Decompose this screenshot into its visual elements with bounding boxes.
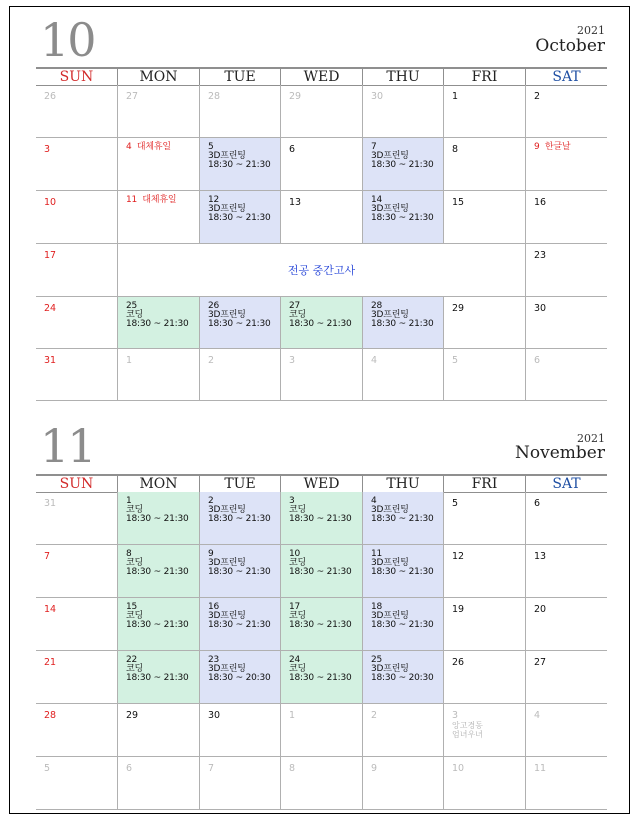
october-date-cell[interactable] [443,297,525,349]
november-day-fri: FRI [443,476,525,492]
october-day-fri: FRI [443,69,525,85]
november-date-cell[interactable] [36,651,117,704]
event-text: 9 한글날 [534,142,571,152]
november-date-cell[interactable] [199,492,280,545]
date-number: 13 [289,197,302,208]
date-number: 10 [44,197,57,208]
date-number: 7 [208,763,215,774]
date-number: 3 [289,355,296,366]
date-number: 5 [44,763,51,774]
october-date-cell[interactable] [362,297,443,349]
event-text: 2 3D프린팅 18:30 ~ 21:30 [208,496,271,524]
event-text: 3 코딩 18:30 ~ 21:30 [289,496,352,524]
date-number: 20 [534,604,547,615]
date-number: 26 [452,657,465,668]
november-day-sun: SUN [59,476,94,492]
november-date-cell[interactable] [362,545,443,598]
event-text: 4 3D프린팅 18:30 ~ 21:30 [371,496,434,524]
november-date-cell[interactable] [117,704,199,757]
november-date-cell[interactable] [443,598,525,651]
event-text: 8 코딩 18:30 ~ 21:30 [126,549,189,577]
november-day-tue: TUE [199,476,280,492]
november-date-cell[interactable] [362,757,443,810]
date-number: 19 [452,604,465,615]
date-number: 30 [208,710,221,721]
date-number: 1 [126,355,133,366]
date-number: 3 [452,710,459,721]
october-number: 10 [40,13,95,67]
october-date-cell[interactable] [525,85,607,138]
november-date-cell[interactable] [362,651,443,704]
date-number: 8 [289,763,296,774]
october-date-cell[interactable] [117,138,199,191]
october-date-cell[interactable] [36,85,117,138]
october-date-cell[interactable] [443,85,525,138]
date-number: 17 [44,250,57,261]
november-weekday-header [36,474,607,493]
event-text: 17 코딩 18:30 ~ 21:30 [289,602,352,630]
november-number: 11 [40,419,95,473]
november-date-cell[interactable] [525,757,607,810]
date-number: 4 [534,710,541,721]
november-date-cell[interactable] [362,704,443,757]
october-day-sat: SAT [525,69,607,85]
date-number: 2 [208,355,215,366]
october-date-cell[interactable] [280,191,362,244]
event-text: 27 코딩 18:30 ~ 21:30 [289,301,352,329]
november-date-cell[interactable] [443,492,525,545]
october-date-cell[interactable] [36,138,117,191]
october-date-cell[interactable] [525,349,607,401]
date-number: 6 [126,763,133,774]
october-date-cell[interactable] [525,191,607,244]
event-text: 25 코딩 18:30 ~ 21:30 [126,301,189,329]
date-number: 30 [371,91,384,102]
october-date-cell[interactable] [362,138,443,191]
event-text: 16 3D프린팅 18:30 ~ 21:30 [208,602,271,630]
november-name: November [515,443,605,463]
november-date-cell[interactable] [199,651,280,704]
october-date-cell[interactable] [525,138,607,191]
october-date-cell[interactable] [36,349,117,401]
november-date-cell[interactable] [36,545,117,598]
date-number: 6 [289,144,296,155]
november-date-cell[interactable] [36,492,117,545]
november-date-cell[interactable] [525,492,607,545]
october-day-thu: THU [362,69,443,85]
date-number: 29 [452,303,465,314]
november-date-cell[interactable] [280,651,362,704]
date-number: 5 [452,355,459,366]
november-date-cell[interactable] [117,545,199,598]
date-number: 7 [44,551,51,562]
october-date-cell[interactable] [199,85,280,138]
november-date-cell[interactable] [117,651,199,704]
november-date-cell[interactable] [36,598,117,651]
date-number: 10 [452,763,465,774]
november-date-cell[interactable] [443,757,525,810]
event-text: 26 3D프린팅 18:30 ~ 21:30 [208,301,271,329]
date-number: 8 [452,144,459,155]
october-date-cell[interactable] [362,85,443,138]
november-date-cell[interactable] [362,492,443,545]
november-date-cell[interactable] [36,757,117,810]
event-text: 11 3D프린팅 18:30 ~ 21:30 [371,549,434,577]
november-year: 2021 [577,432,605,445]
october-date-cell[interactable] [117,349,199,401]
october-date-cell[interactable] [199,349,280,401]
november-date-cell[interactable] [280,545,362,598]
date-number: 14 [44,604,57,615]
november-date-cell[interactable] [525,545,607,598]
date-number: 16 [534,197,547,208]
date-number: 29 [126,710,139,721]
event-text: 24 코딩 18:30 ~ 21:30 [289,655,352,683]
october-date-cell[interactable] [443,349,525,401]
november-date-cell[interactable] [117,757,199,810]
october-date-cell[interactable] [36,191,117,244]
november-date-cell[interactable] [525,704,607,757]
november-date-cell[interactable] [443,651,525,704]
date-number: 30 [534,303,547,314]
event-text: 28 3D프린팅 18:30 ~ 21:30 [371,301,434,329]
date-number: 28 [208,91,221,102]
october-date-cell[interactable] [280,85,362,138]
date-number: 6 [534,498,541,509]
date-number: 27 [126,91,139,102]
date-number: 3 [44,144,51,155]
october-date-cell[interactable] [117,191,199,244]
event-text: 15 코딩 18:30 ~ 21:30 [126,602,189,630]
faded-note: 앙고경동 엄녀우녀 [452,721,483,739]
october-date-cell[interactable] [36,244,117,297]
date-number: 5 [452,498,459,509]
october-date-cell[interactable] [117,297,199,349]
event-text: 14 3D프린팅 18:30 ~ 21:30 [371,195,434,223]
october-date-cell[interactable] [362,349,443,401]
event-text: 10 코딩 18:30 ~ 21:30 [289,549,352,577]
event-text: 5 3D프린팅 18:30 ~ 21:30 [208,142,271,170]
october-day-sun: SUN [59,69,94,85]
november-day-wed: WED [280,476,362,492]
november-date-cell[interactable] [199,598,280,651]
event-text: 25 3D프린팅 18:30 ~ 20:30 [371,655,434,683]
date-number: 29 [289,91,302,102]
november-date-cell[interactable] [280,704,362,757]
date-number: 1 [452,91,459,102]
november-day-sat: SAT [525,476,607,492]
event-text: 9 3D프린팅 18:30 ~ 21:30 [208,549,271,577]
november-date-cell[interactable] [525,651,607,704]
date-number: 11 [534,763,547,774]
november-day-mon: MON [117,476,199,492]
november-day-thu: THU [362,476,443,492]
november-date-cell[interactable] [117,598,199,651]
date-number: 2 [534,91,541,102]
november-date-cell[interactable] [199,545,280,598]
november-date-cell[interactable] [443,704,525,757]
event-text: 1 코딩 18:30 ~ 21:30 [126,496,189,524]
november-date-cell[interactable] [36,704,117,757]
october-day-tue: TUE [199,69,280,85]
october-date-cell[interactable] [199,191,280,244]
october-date-cell[interactable] [280,297,362,349]
event-text: 11 대체휴일 [126,195,177,205]
october-date-cell[interactable] [199,138,280,191]
date-number: 26 [44,91,57,102]
event-text: 12 3D프린팅 18:30 ~ 21:30 [208,195,271,223]
october-date-cell[interactable] [443,138,525,191]
date-number: 4 [371,355,378,366]
october-date-cell[interactable] [443,191,525,244]
date-number: 6 [534,355,541,366]
date-number: 15 [452,197,465,208]
october-weekday-header [36,67,607,86]
november-date-cell[interactable] [199,704,280,757]
october-year: 2021 [577,24,605,37]
date-number: 28 [44,710,57,721]
october-exam-period: 전공 중간고사 [117,244,525,297]
october-date-cell[interactable] [525,244,607,297]
date-number: 31 [44,498,57,509]
event-text: 22 코딩 18:30 ~ 21:30 [126,655,189,683]
date-number: 12 [452,551,465,562]
date-number: 27 [534,657,547,668]
november-date-cell[interactable] [117,492,199,545]
october-date-cell[interactable] [525,297,607,349]
november-date-cell[interactable] [280,492,362,545]
date-number: 31 [44,355,57,366]
date-number: 21 [44,657,57,668]
date-number: 2 [371,710,378,721]
november-date-cell[interactable] [525,598,607,651]
november-date-cell[interactable] [443,545,525,598]
date-number: 24 [44,303,57,314]
november-date-cell[interactable] [280,757,362,810]
event-text: 4 대체휴일 [126,142,171,152]
october-day-wed: WED [280,69,362,85]
october-date-cell[interactable] [199,297,280,349]
november-date-cell[interactable] [362,598,443,651]
event-text: 18 3D프린팅 18:30 ~ 21:30 [371,602,434,630]
october-date-cell[interactable] [362,191,443,244]
date-number: 1 [289,710,296,721]
october-date-cell[interactable] [117,85,199,138]
date-number: 23 [534,250,547,261]
date-number: 9 [371,763,378,774]
october-day-mon: MON [117,69,199,85]
october-date-cell[interactable] [36,297,117,349]
event-text: 7 3D프린팅 18:30 ~ 21:30 [371,142,434,170]
october-name: October [535,36,605,56]
event-text: 23 3D프린팅 18:30 ~ 20:30 [208,655,271,683]
november-date-cell[interactable] [199,757,280,810]
november-date-cell[interactable] [280,598,362,651]
october-date-cell[interactable] [280,138,362,191]
date-number: 13 [534,551,547,562]
october-date-cell[interactable] [280,349,362,401]
